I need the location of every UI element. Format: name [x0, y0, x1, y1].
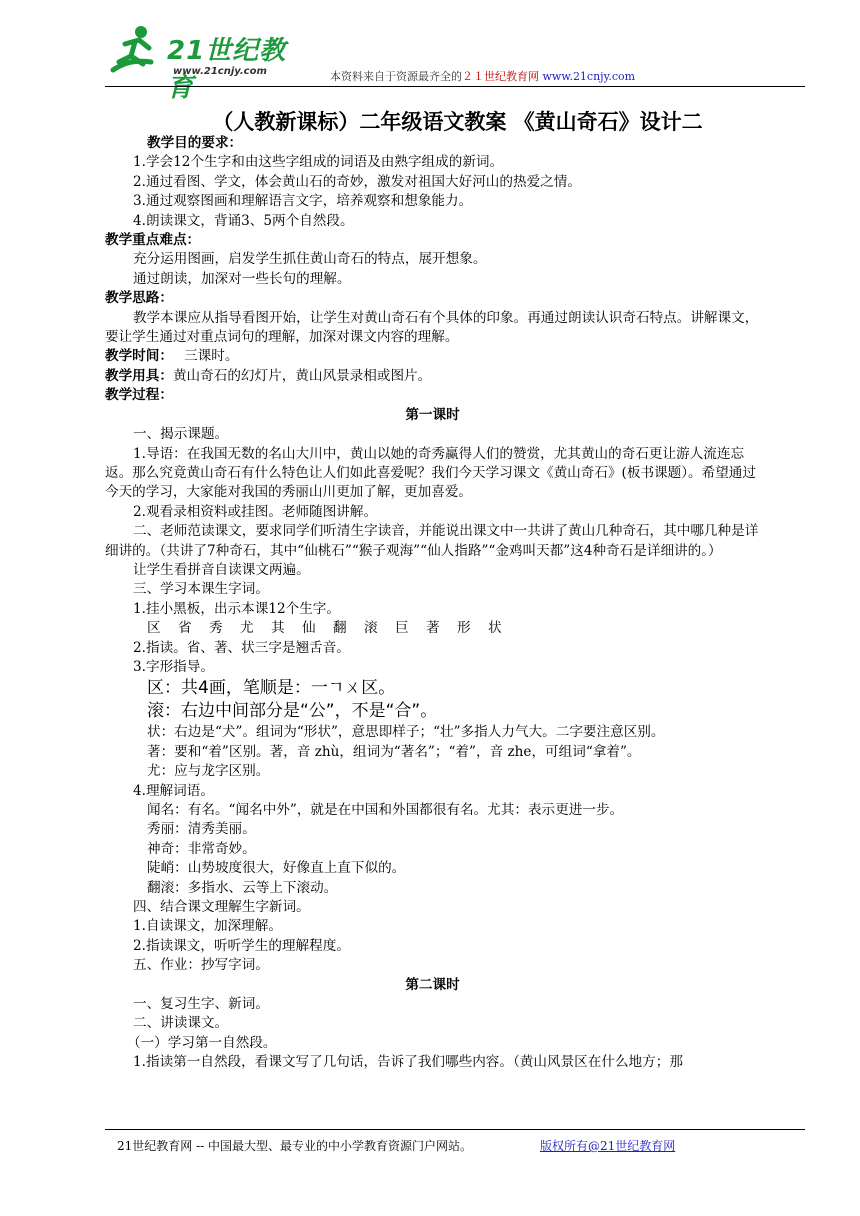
doc-line: 4.理解词语。 — [133, 782, 214, 799]
section-heading: 第二课时 — [405, 976, 460, 993]
doc-line — [105, 347, 760, 366]
doc-line: 教学过程： — [105, 387, 173, 404]
section-heading: 第一课时 — [405, 406, 460, 423]
doc-line: 状：右边是“犬”。组词为“形状”，意思即样子；“壮”多指人力气大。二字要注意区别。 — [147, 724, 665, 741]
header-note — [330, 68, 635, 84]
doc-line: 1.挂小黑板，出示本课12个生字。 — [133, 600, 340, 617]
doc-line: 1.自读课文，加深理解。 — [133, 918, 282, 935]
doc-line: 四、结合课文理解生字新词。 — [133, 899, 310, 916]
doc-line: 2.指读。省、著、状三字是翘舌音。 — [133, 639, 350, 656]
line-label: 教学时间： — [105, 348, 167, 365]
document-body — [105, 134, 760, 1073]
char-item: 省 — [178, 620, 192, 637]
logo — [105, 22, 305, 103]
doc-line: 三、学习本课生字词。 — [133, 581, 269, 598]
header-divider — [105, 86, 805, 87]
doc-line: 秀丽：清秀美丽。 — [147, 821, 256, 838]
doc-line: 2.观看录相资料或挂图。老师随图讲解。 — [133, 503, 378, 520]
char-list — [105, 619, 760, 638]
doc-line: 2.指读课文，听听学生的理解程度。 — [133, 937, 350, 954]
line-text: 三课时。 — [166, 348, 239, 365]
char-item: 巨 — [395, 620, 409, 637]
doc-line: 通过朗读，加深对一些长句的理解。 — [133, 270, 351, 287]
char-item: 秀 — [209, 620, 223, 637]
logo-text: 21世纪教育 — [167, 36, 287, 103]
footer-divider — [105, 1129, 805, 1130]
char-item: 翻 — [333, 620, 347, 637]
doc-line: 著：要和“着”区别。著，音 zhù，组词为“著名”；“着”，音 zhe，可组词“拿着”。 — [147, 743, 641, 760]
doc-line: 1.学会12个生字和由这些字组成的词语及由熟字组成的新词。 — [133, 154, 504, 171]
char-item: 区 — [147, 620, 161, 637]
doc-line: 教学本课应从指导看图开始，让学生对黄山奇石有个具体的印象。再通过朗读认识奇石特点。讲解课文，要让学生通过对重点词句的理解，加深对课文内容的理解。 — [105, 309, 759, 346]
doc-line: 滚：右边中间部分是“公”，不是“合”。 — [147, 701, 438, 722]
doc-line: 尤：应与龙字区别。 — [147, 763, 270, 780]
doc-line: 充分运用图画，启发学生抓住黄山奇石的特点，展开想象。 — [133, 251, 487, 268]
doc-line: 1.指读第一自然段，看课文写了几句话，告诉了我们哪些内容。（黄山风景区在什么地方；那 — [133, 1054, 683, 1071]
footer-text: 21世纪教育网 -- 中国最大型、最专业的中小学教育资源门户网站。 — [117, 1139, 473, 1153]
char-item: 尤 — [240, 620, 254, 637]
doc-line: 区：共4画，笔顺是：一ㄱㄨ区。 — [147, 678, 396, 699]
logo-url: www.21cnjy.com — [173, 66, 267, 77]
doc-line: 1.导语：在我国无数的名山大川中，黄山以她的奇秀赢得人们的赞赏，尤其黄山的奇石更让游人流连忘返。那么究竟黄山奇石有什么特色让人们如此喜爱呢？我们今天学习课文《黄山奇石》(板书课题）。希望通过今天的学习，大家能对我国的秀丽山川更加了解，更加喜爱。 — [105, 445, 756, 501]
header-site-link[interactable]: ２１世纪教育网 — [462, 70, 539, 83]
doc-line: 二、老师范读课文，要求同学们听清生字读音，并能说出课文中一共讲了黄山几种奇石，其中哪几种是详细讲的。（共讲了7种奇石，其中“仙桃石”“猴子观海”“仙人指路”“金鸡叫天都”这4种奇石是详细讲的。） — [105, 523, 759, 559]
char-item: 其 — [271, 620, 285, 637]
doc-line: 一、揭示课题。 — [133, 426, 229, 443]
doc-line: 2.通过看图、学文，体会黄山石的奇妙，激发对祖国大好河山的热爱之情。 — [133, 173, 581, 190]
doc-line: （一）学习第一自然段。 — [127, 1034, 277, 1051]
header-note-prefix: 本资料来自于资源最齐全的 — [330, 70, 462, 83]
doc-line: 陡峭：山势坡度很大，好像直上直下似的。 — [147, 860, 406, 877]
doc-line — [105, 367, 760, 386]
doc-line: 教学重点难点： — [105, 232, 201, 249]
doc-line: 神奇：非常奇妙。 — [147, 840, 256, 857]
doc-line: 翻滚：多指水、云等上下滚动。 — [147, 879, 338, 896]
doc-line: 闻名：有名。“闻名中外”，就是在中国和外国都很有名。尤其：表示更进一步。 — [147, 802, 624, 818]
doc-line: 一、复习生字、新词。 — [133, 996, 269, 1013]
line-label: 教学用具： — [105, 367, 173, 384]
doc-line: 二、讲读课文。 — [133, 1015, 229, 1032]
doc-line: 4.朗读课文，背诵3、5两个自然段。 — [133, 212, 354, 229]
char-item: 形 — [457, 620, 471, 637]
char-item: 著 — [426, 620, 440, 637]
doc-line: 五、作业：抄写字词。 — [133, 957, 269, 974]
doc-line: 让学生看拼音自读课文两遍。 — [133, 561, 310, 578]
page-title: （人教新课标）二年级语文教案 《黄山奇石》设计二 — [212, 109, 703, 134]
line-text: 黄山奇石的幻灯片，黄山风景录相或图片。 — [172, 367, 432, 384]
char-item: 状 — [488, 620, 502, 637]
doc-line: 教学目的要求： — [147, 135, 243, 151]
header-url-link[interactable]: www.21cnjy.com — [542, 70, 636, 83]
doc-line: 教学思路： — [105, 290, 173, 307]
footer-copyright-link[interactable]: 版权所有@21世纪教育网 — [540, 1139, 676, 1153]
doc-line: 3.通过观察图画和理解语言文字，培养观察和想象能力。 — [133, 193, 473, 210]
runner-logo-icon — [105, 22, 165, 82]
doc-line: 3.字形指导。 — [133, 658, 214, 675]
char-item: 滚 — [364, 620, 378, 637]
char-item: 仙 — [302, 620, 316, 637]
